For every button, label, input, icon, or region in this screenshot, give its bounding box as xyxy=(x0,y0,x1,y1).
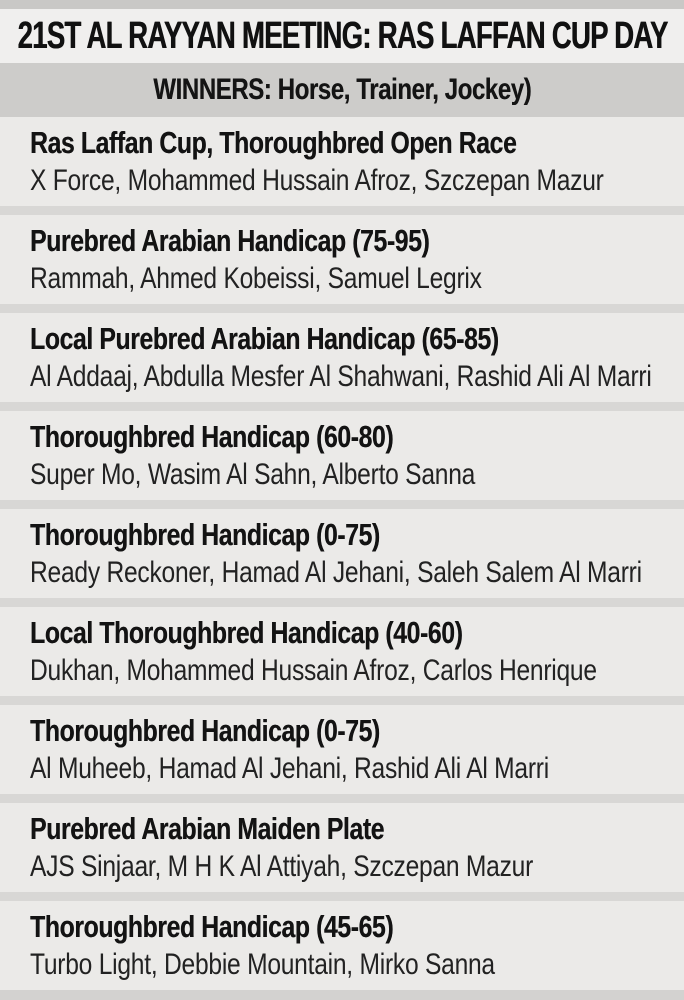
race-title: Local Thoroughbred Handicap (40-60) xyxy=(30,615,463,650)
race-title: Local Purebred Arabian Handicap (65-85) xyxy=(30,321,499,356)
section-divider xyxy=(0,696,684,705)
race-winner-line: Al Addaaj, Abdulla Mesfer Al Shahwani, Rashid Ali Al Marri xyxy=(30,360,652,393)
race-result-item xyxy=(0,117,684,206)
race-result-item xyxy=(0,411,684,500)
race-title: Purebred Arabian Handicap (75-95) xyxy=(30,223,430,258)
race-title: Purebred Arabian Maiden Plate xyxy=(30,811,385,846)
section-divider xyxy=(0,304,684,313)
race-title: Thoroughbred Handicap (0-75) xyxy=(30,713,380,748)
race-winner-line: Turbo Light, Debbie Mountain, Mirko Sanna xyxy=(30,948,495,981)
section-divider xyxy=(0,598,684,607)
title-bar xyxy=(0,9,684,63)
winners-subheader-bar xyxy=(0,63,684,117)
race-winner-line: Dukhan, Mohammed Hussain Afroz, Carlos Henrique xyxy=(30,654,597,687)
winners-legend: WINNERS: Horse, Trainer, Jockey) xyxy=(153,73,531,106)
section-divider xyxy=(0,402,684,411)
race-result-item xyxy=(0,901,684,990)
race-title: Thoroughbred Handicap (0-75) xyxy=(30,517,380,552)
race-winner-line: Rammah, Ahmed Kobeissi, Samuel Legrix xyxy=(30,262,482,295)
race-result-item xyxy=(0,313,684,402)
section-divider xyxy=(0,794,684,803)
race-result-item xyxy=(0,509,684,598)
race-result-item xyxy=(0,607,684,696)
race-winner-line: Super Mo, Wasim Al Sahn, Alberto Sanna xyxy=(30,458,476,491)
race-result-item xyxy=(0,215,684,304)
race-winner-line: Al Muheeb, Hamad Al Jehani, Rashid Ali Al Marri xyxy=(30,752,549,785)
race-title: Thoroughbred Handicap (60-80) xyxy=(30,419,394,454)
section-divider xyxy=(0,206,684,215)
race-title: Thoroughbred Handicap (45-65) xyxy=(30,909,394,944)
race-winner-line: AJS Sinjaar, M H K Al Attiyah, Szczepan Mazur xyxy=(30,850,534,883)
page-title: 21ST AL RAYYAN MEETING: RAS LAFFAN CUP DAY xyxy=(17,14,667,57)
race-winner-line: Ready Reckoner, Hamad Al Jehani, Saleh Salem Al Marri xyxy=(30,556,642,589)
race-winner-line: X Force, Mohammed Hussain Afroz, Szczepan Mazur xyxy=(30,164,604,197)
top-border xyxy=(0,0,684,9)
section-divider xyxy=(0,500,684,509)
race-title: Ras Laffan Cup, Thoroughbred Open Race xyxy=(30,125,517,160)
section-divider xyxy=(0,892,684,901)
bottom-border xyxy=(0,990,684,1000)
race-result-item xyxy=(0,705,684,794)
race-result-item xyxy=(0,803,684,892)
